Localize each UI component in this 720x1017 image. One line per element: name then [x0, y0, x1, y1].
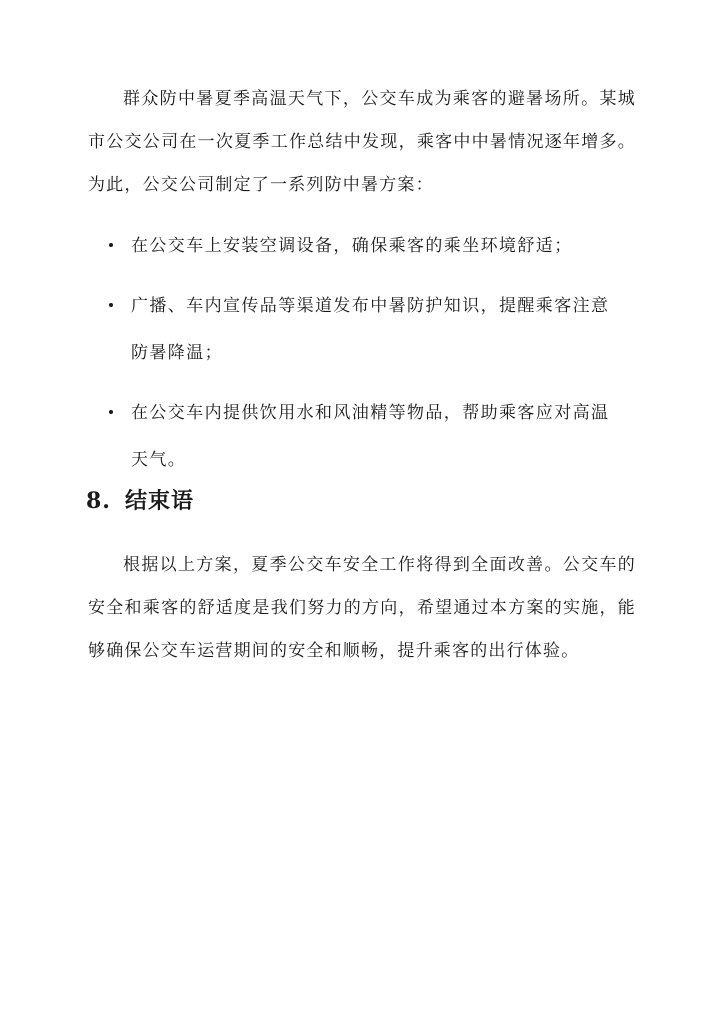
list-item — [0, 283, 611, 377]
list-item — [0, 223, 611, 270]
list-item-text: 在公交车内提供饮用水和风油精等物品，帮助乘客应对高温天气。 — [131, 403, 610, 470]
conclusion-paragraph: 根据以上方案，夏季公交车安全工作将得到全面改善。公交车的安全和乘客的舒适度是我们努力的方向，希望通过本方案的实施，能够确保公交车运营期间的安全和顺畅，提升乘客的出行体验。 — [88, 555, 636, 661]
section-heading — [86, 484, 194, 518]
section-number: 8. — [86, 488, 111, 514]
intro-paragraph: 群众防中暑夏季高温天气下，公交车成为乘客的避暑场所。某城市公交公司在一次夏季工作总结中发现，乘客中中暑情况逐年增多。为此，公交公司制定了一系列防中暑方案： — [88, 89, 636, 195]
bullet-dot-icon — [109, 410, 113, 414]
section-title: 结束语 — [124, 488, 194, 514]
list-item — [0, 390, 611, 484]
measures-list — [0, 223, 720, 484]
bullet-dot-icon — [109, 303, 113, 307]
list-item-text: 在公交车上安装空调设备，确保乘客的乘坐环境舒适； — [131, 236, 573, 256]
list-item-text: 广播、车内宣传品等渠道发布中暑防护知识，提醒乘客注意防暑降温； — [131, 296, 610, 363]
bullet-dot-icon — [109, 243, 113, 247]
